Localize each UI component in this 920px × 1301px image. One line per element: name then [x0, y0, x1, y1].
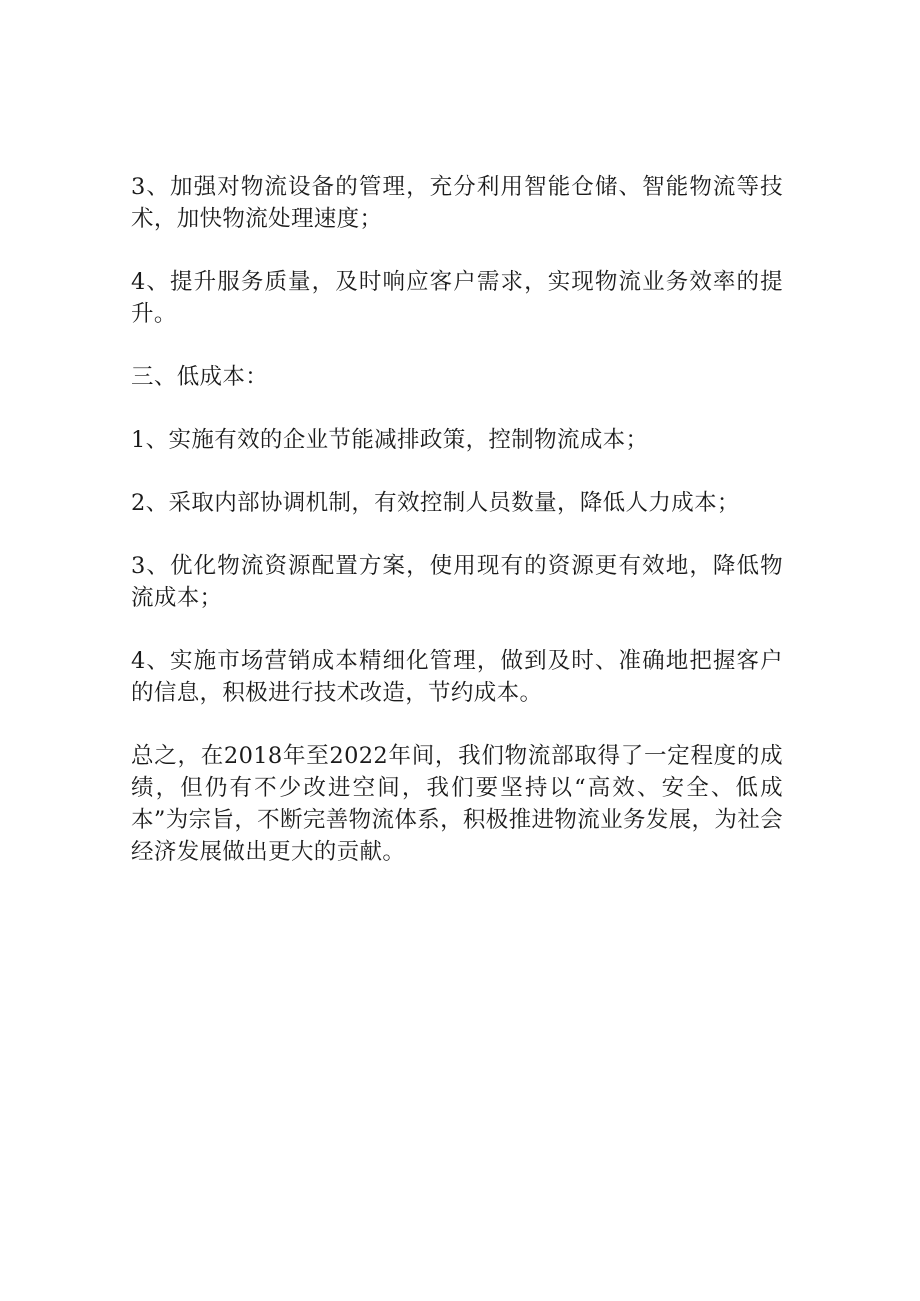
section-heading-low-cost: 三、低成本： [131, 364, 269, 390]
paragraph-conclusion: 总之，在2018年至2022年间，我们物流部取得了一定程度的成绩，但仍有不少改进空间，我们要坚持以“高效、安全、低成本”为宗旨，不断完善物流体系，积极推进物流业务发展，为社会经济发展做出更大的贡献。 [131, 743, 783, 865]
paragraph-item-4-service: 4、提升服务质量，及时响应客户需求，实现物流业务效率的提升。 [131, 269, 783, 327]
paragraph-item-3-equipment: 3、加强对物流设备的管理，充分利用智能仓储、智能物流等技术，加快物流处理速度； [131, 174, 783, 232]
paragraph-item-4-marketing: 4、实施市场营销成本精细化管理，做到及时、准确地把握客户的信息，积极进行技术改造，节约成本。 [131, 648, 783, 706]
paragraph-item-2-coordination: 2、采取内部协调机制，有效控制人员数量，降低人力成本； [131, 490, 740, 516]
paragraph-item-1-energy: 1、实施有效的企业节能减排政策，控制物流成本； [131, 427, 649, 453]
document-body [131, 171, 783, 899]
paragraph-item-3-resources: 3、优化物流资源配置方案，使用现有的资源更有效地，降低物流成本； [131, 553, 783, 611]
